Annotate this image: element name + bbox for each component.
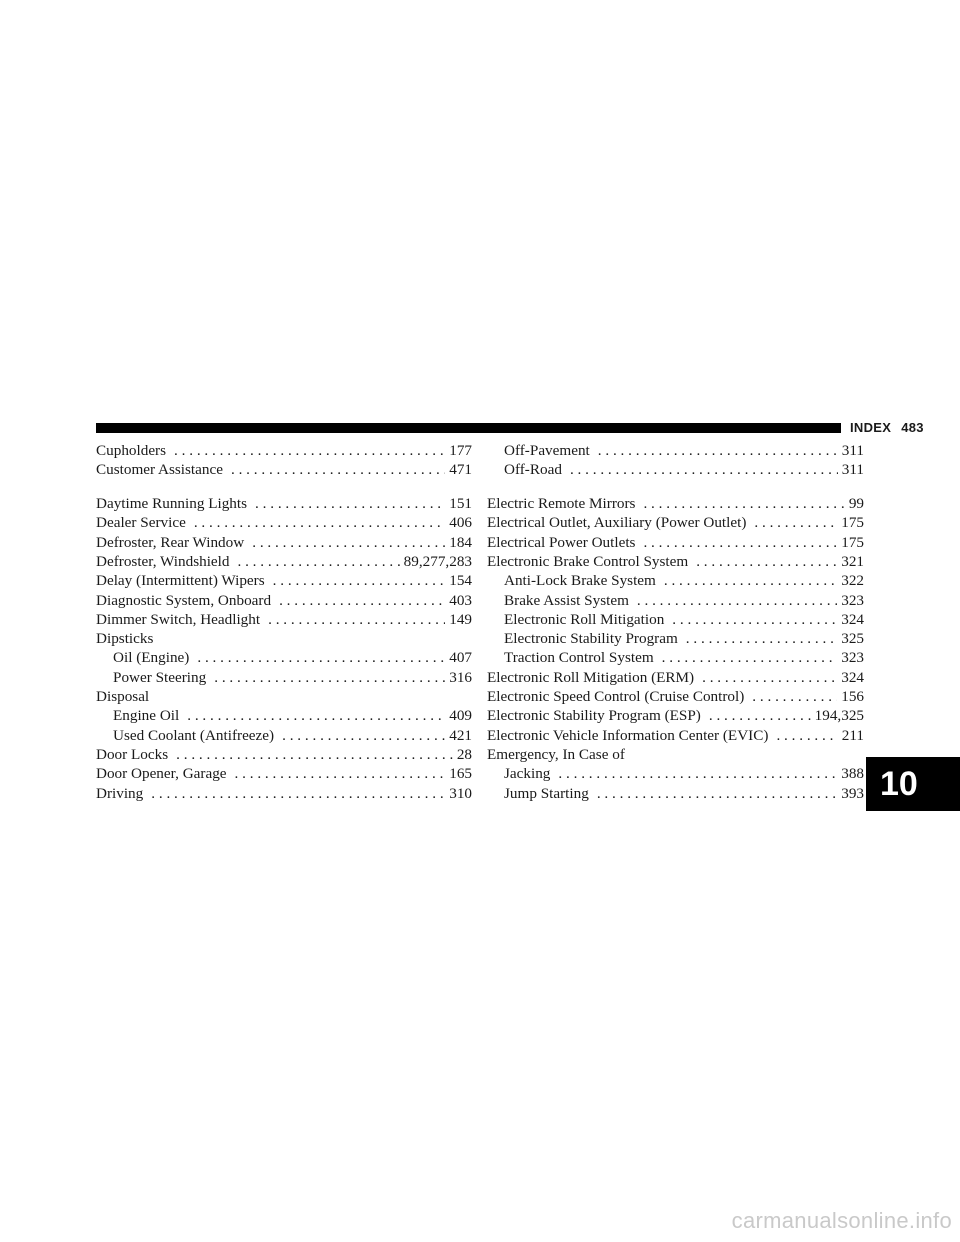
entry-label: Used Coolant (Antifreeze) <box>113 726 275 744</box>
entry-page-number: 406 <box>449 514 472 532</box>
entry-page-number: 324 <box>841 610 864 628</box>
entry-label: Daytime Running Lights <box>96 495 248 513</box>
dot-leader <box>252 533 445 552</box>
entry-label: Driving <box>96 784 144 802</box>
index-entry <box>96 441 472 460</box>
entry-label: Electronic Roll Mitigation (ERM) <box>487 668 695 686</box>
dot-leader <box>214 668 445 687</box>
group-spacer <box>487 480 864 495</box>
dot-leader <box>255 494 445 513</box>
entry-label: Power Steering <box>113 668 207 686</box>
entry-page-number: 324 <box>841 668 864 686</box>
index-entry <box>96 610 472 629</box>
index-entry <box>96 533 472 552</box>
index-entry <box>487 706 864 725</box>
entry-page-number: 99 <box>848 495 864 513</box>
index-entry <box>487 533 864 552</box>
dot-leader <box>709 706 811 725</box>
entry-page-number: 165 <box>449 765 472 783</box>
entry-label: Electronic Brake Control System <box>487 552 689 570</box>
index-entry <box>96 494 472 513</box>
index-subentry <box>487 784 864 803</box>
entry-page-number: 421 <box>449 726 472 744</box>
entry-page-number: 151 <box>449 495 472 513</box>
index-subentry <box>96 668 472 687</box>
entry-page-number: 316 <box>449 668 472 686</box>
index-subentry <box>96 648 472 667</box>
dot-leader <box>643 533 837 552</box>
entry-label: Electrical Power Outlets <box>487 533 636 551</box>
index-entry <box>487 494 864 513</box>
section-title: INDEX <box>850 420 892 435</box>
entry-label: Electrical Outlet, Auxiliary (Power Outlet) <box>487 514 747 532</box>
dot-leader <box>187 706 445 725</box>
dot-leader <box>570 460 838 479</box>
index-subentry <box>487 441 864 460</box>
index-column-right <box>487 441 864 803</box>
entry-page-number: 175 <box>841 533 864 551</box>
entry-page-number: 311 <box>841 461 864 479</box>
dot-leader <box>279 591 445 610</box>
dot-leader <box>197 648 445 667</box>
dot-leader <box>702 668 837 687</box>
index-entry <box>96 460 472 479</box>
dot-leader <box>754 513 837 532</box>
dot-leader <box>273 571 446 590</box>
group-spacer <box>96 480 472 495</box>
dot-leader <box>752 687 837 706</box>
entry-page-number: 211 <box>841 726 864 744</box>
entry-label: Anti-Lock Brake System <box>504 572 656 590</box>
entry-page-number: 393 <box>841 784 864 802</box>
entry-page-number: 403 <box>449 591 472 609</box>
header-rule <box>96 423 841 433</box>
dot-leader <box>282 726 445 745</box>
dot-leader <box>643 494 844 513</box>
dot-leader <box>174 441 445 460</box>
entry-page-number: 323 <box>841 649 864 667</box>
dot-leader <box>597 784 837 803</box>
index-entry <box>96 591 472 610</box>
entry-page-number: 388 <box>841 765 864 783</box>
dot-leader <box>194 513 445 532</box>
entry-page-number: 184 <box>449 533 472 551</box>
index-entry <box>487 552 864 571</box>
entry-page-number: 471 <box>449 461 472 479</box>
page-number: 483 <box>901 420 924 435</box>
entry-page-number: 149 <box>449 610 472 628</box>
dot-leader <box>176 745 453 764</box>
index-entry <box>487 513 864 532</box>
dot-leader <box>686 629 837 648</box>
entry-page-number: 28 <box>456 745 472 763</box>
entry-label: Electronic Vehicle Information Center (EVIC) <box>487 726 769 744</box>
entry-page-number: 323 <box>841 591 864 609</box>
index-subentry <box>487 648 864 667</box>
entry-label: Dimmer Switch, Headlight <box>96 610 261 628</box>
entry-page-number: 156 <box>841 688 864 706</box>
dot-leader <box>776 726 837 745</box>
index-entry <box>96 513 472 532</box>
entry-label: Cupholders <box>96 442 167 459</box>
entry-label: Door Locks <box>96 745 169 763</box>
dot-leader <box>598 441 838 460</box>
dot-leader <box>151 784 445 803</box>
index-subentry <box>487 591 864 610</box>
dot-leader <box>696 552 837 571</box>
index-entry <box>96 571 472 590</box>
entry-label: Electric Remote Mirrors <box>487 495 636 513</box>
entry-page-number: 177 <box>449 442 472 459</box>
dot-leader <box>664 571 837 590</box>
entry-page-number: 311 <box>841 442 864 459</box>
dot-leader <box>237 552 399 571</box>
entry-page-number: 310 <box>449 784 472 802</box>
entry-label: Diagnostic System, Onboard <box>96 591 272 609</box>
entry-page-number: 321 <box>841 552 864 570</box>
entry-label: Electronic Stability Program (ESP) <box>487 707 701 725</box>
entry-label: Off-Road <box>504 461 562 479</box>
index-entry <box>487 726 864 745</box>
index-subentry <box>487 629 864 648</box>
entry-label: Jump Starting <box>504 784 589 802</box>
watermark: carmanualsonline.info <box>731 1208 952 1233</box>
index-subentry <box>487 764 864 783</box>
index-entry <box>96 552 472 571</box>
index-heading: Dipsticks <box>96 630 154 648</box>
index-subentry <box>96 726 472 745</box>
index-subentry <box>96 706 472 725</box>
entry-page-number: 89,277,283 <box>403 552 472 570</box>
entry-label: Electronic Stability Program <box>504 630 678 648</box>
index-entry <box>96 764 472 783</box>
entry-label: Traction Control System <box>504 649 654 667</box>
index-subentry <box>487 610 864 629</box>
entry-label: Engine Oil <box>113 707 180 725</box>
entry-page-number: 409 <box>449 707 472 725</box>
index-subentry <box>487 460 864 479</box>
index-heading: Emergency, In Case of <box>487 745 625 763</box>
entry-label: Door Opener, Garage <box>96 765 227 783</box>
index-entry <box>487 687 864 706</box>
index-column-left <box>96 441 472 803</box>
running-header <box>850 419 924 437</box>
entry-label: Electronic Speed Control (Cruise Control) <box>487 688 745 706</box>
entry-label: Jacking <box>504 765 551 783</box>
index-entry <box>96 745 472 764</box>
entry-label: Delay (Intermittent) Wipers <box>96 572 265 590</box>
dot-leader <box>672 610 837 629</box>
index-entry <box>487 668 864 687</box>
entry-page-number: 194,325 <box>814 707 864 725</box>
entry-page-number: 175 <box>841 514 864 532</box>
dot-leader <box>268 610 445 629</box>
entry-label: Defroster, Windshield <box>96 552 230 570</box>
entry-label: Customer Assistance <box>96 461 223 479</box>
dot-leader <box>235 764 446 783</box>
index-entry <box>96 784 472 803</box>
dot-leader <box>558 764 837 783</box>
entry-page-number: 154 <box>449 572 472 590</box>
dot-leader <box>231 460 445 479</box>
dot-leader <box>637 591 837 610</box>
entry-label: Electronic Roll Mitigation <box>504 610 665 628</box>
entry-label: Oil (Engine) <box>113 649 190 667</box>
entry-label: Defroster, Rear Window <box>96 533 245 551</box>
entry-label: Brake Assist System <box>504 591 629 609</box>
chapter-tab: 10 <box>866 757 960 811</box>
entry-page-number: 322 <box>841 572 864 590</box>
entry-page-number: 407 <box>449 649 472 667</box>
entry-page-number: 325 <box>841 630 864 648</box>
entry-label: Dealer Service <box>96 514 186 532</box>
entry-label: Off-Pavement <box>504 442 590 459</box>
dot-leader <box>662 648 838 667</box>
index-subentry <box>487 571 864 590</box>
index-heading: Disposal <box>96 688 150 706</box>
